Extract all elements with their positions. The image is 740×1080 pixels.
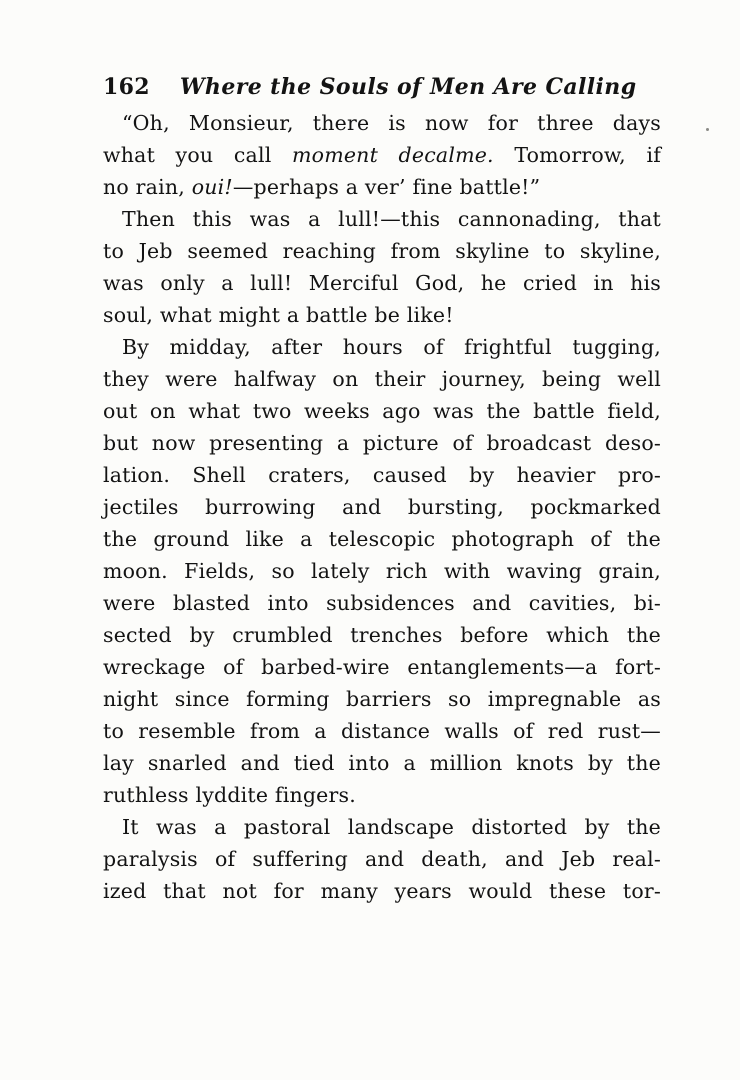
- text-line: [103, 267, 661, 299]
- text-line: [103, 587, 661, 619]
- text-segment: Then this was a lull!—this cannonading, that: [122, 207, 661, 231]
- text-segment: the ground like a telescopic photograph of the: [103, 527, 661, 551]
- text-segment: they were halfway on their journey, being well: [103, 367, 661, 391]
- text-segment: It was a pastoral landscape distorted by the: [122, 815, 661, 839]
- scan-speck: [706, 128, 709, 131]
- text-line: [103, 395, 661, 427]
- text-line: [103, 779, 661, 811]
- text-segment: what you call: [103, 143, 293, 167]
- text-line: [103, 363, 661, 395]
- text-segment: ized that not for many years would these tor-: [103, 879, 661, 903]
- text-line: [103, 299, 661, 331]
- text-segment: sected by crumbled trenches before which the: [103, 623, 661, 647]
- text-segment: were blasted into subsidences and cavities, bi-: [103, 591, 661, 615]
- paragraph: [103, 811, 661, 907]
- text-segment: moon. Fields, so lately rich with waving grain,: [103, 559, 661, 583]
- text-segment: Tomorrow, if: [493, 143, 661, 167]
- text-line: [103, 555, 661, 587]
- text-segment: ruthless lyddite fingers.: [103, 783, 356, 807]
- text-line: [103, 747, 661, 779]
- text-block: [103, 107, 661, 907]
- page-number: 162: [103, 74, 150, 100]
- text-segment: wreckage of barbed-wire entanglements—a fort-: [103, 655, 661, 679]
- text-line: [103, 459, 661, 491]
- text-segment: to Jeb seemed reaching from skyline to skyline,: [103, 239, 661, 263]
- text-segment: paralysis of suffering and death, and Jeb real-: [103, 847, 661, 871]
- text-line: [103, 843, 661, 875]
- text-line: [103, 683, 661, 715]
- text-segment: —perhaps a ver’ fine battle!”: [232, 175, 541, 199]
- text-line: [103, 491, 661, 523]
- text-segment: night since forming barriers so impregnable as: [103, 687, 661, 711]
- text-line: [103, 139, 661, 171]
- italic-text: moment decalme.: [292, 143, 494, 167]
- text-line: [103, 715, 661, 747]
- text-line: [103, 651, 661, 683]
- text-line: [103, 107, 661, 139]
- text-segment: “Oh, Monsieur, there is now for three days: [122, 111, 661, 135]
- text-segment: jectiles burrowing and bursting, pockmarked: [103, 495, 661, 519]
- running-head: [103, 74, 661, 100]
- italic-text: oui!: [191, 175, 233, 199]
- text-segment: was only a lull! Merciful God, he cried in his: [103, 271, 661, 295]
- text-segment: out on what two weeks ago was the battle field,: [103, 399, 661, 423]
- text-line: [103, 811, 661, 843]
- text-line: [103, 619, 661, 651]
- text-line: [103, 203, 661, 235]
- running-title: Where the Souls of Men Are Calling: [179, 74, 637, 100]
- paragraph: [103, 203, 661, 331]
- text-segment: lay snarled and tied into a million knots by the: [103, 751, 661, 775]
- text-segment: no rain,: [103, 175, 192, 199]
- text-line: [103, 427, 661, 459]
- text-line: [103, 235, 661, 267]
- text-segment: lation. Shell craters, caused by heavier pro-: [103, 463, 661, 487]
- text-segment: but now presenting a picture of broadcast deso-: [103, 431, 661, 455]
- paragraph: [103, 107, 661, 203]
- page-content: [103, 74, 661, 907]
- text-line: [103, 171, 661, 203]
- text-line: [103, 523, 661, 555]
- paragraph: [103, 331, 661, 811]
- text-line: [103, 331, 661, 363]
- text-segment: soul, what might a battle be like!: [103, 303, 454, 327]
- text-line: [103, 875, 661, 907]
- text-segment: to resemble from a distance walls of red rust—: [103, 719, 661, 743]
- text-segment: By midday, after hours of frightful tugging,: [122, 335, 661, 359]
